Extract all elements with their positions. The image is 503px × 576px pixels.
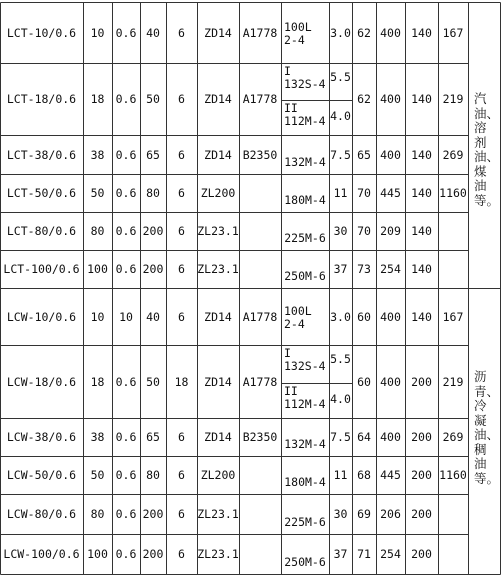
reducer-cell: ZL23.1 xyxy=(197,507,239,521)
height-cell: 167 xyxy=(442,310,464,324)
flow-cell: 38 xyxy=(90,148,105,162)
model-cell: LCW-80/0.6 xyxy=(6,507,77,521)
motor-cell: I 132S-4 xyxy=(284,64,326,91)
power-cell: 4.0 xyxy=(330,392,351,406)
motor-cell: I 132S-4 xyxy=(284,346,326,373)
length-cell: 254 xyxy=(380,262,401,276)
power-cell: 30 xyxy=(333,224,348,238)
weight-cell: 71 xyxy=(357,547,371,561)
flow-cell: 50 xyxy=(90,186,105,200)
inlet-cell: 200 xyxy=(142,224,164,238)
height-cell: 167 xyxy=(442,26,464,40)
weight-cell: 62 xyxy=(357,26,371,40)
speed-cell: 6 xyxy=(178,148,185,162)
inlet-cell: 65 xyxy=(146,148,160,162)
motor-cell: 225M-6 xyxy=(284,515,326,529)
inlet-cell: 50 xyxy=(146,375,160,389)
model-cell: LCT-18/0.6 xyxy=(6,92,77,106)
model-cell: LCW-38/0.6 xyxy=(6,430,77,444)
motor-cell: 100L 2-4 xyxy=(284,304,312,331)
width-cell: 140 xyxy=(411,186,432,200)
model-cell: LCT-10/0.6 xyxy=(6,26,77,40)
weight-cell: 68 xyxy=(357,468,371,482)
weight-cell: 64 xyxy=(357,430,371,444)
speed-cell: 6 xyxy=(178,468,185,482)
pressure-cell: 0.6 xyxy=(115,375,137,389)
speed-cell: 6 xyxy=(178,547,185,561)
speed-cell: 6 xyxy=(178,310,185,324)
flow-cell: 50 xyxy=(90,468,105,482)
length-cell: 209 xyxy=(380,224,401,238)
speed-cell: 6 xyxy=(178,26,185,40)
model-cell: LCW-10/0.6 xyxy=(6,310,77,324)
width-cell: 200 xyxy=(411,375,432,389)
model-cell: LCT-100/0.6 xyxy=(3,262,80,276)
bearing-cell: A1778 xyxy=(242,26,278,40)
power-cell: 37 xyxy=(333,547,348,561)
power-cell: 5.5 xyxy=(330,70,351,84)
model-cell: LCT-80/0.6 xyxy=(6,224,77,238)
reducer-cell: ZD14 xyxy=(204,148,232,162)
motor-cell: 180M-4 xyxy=(284,193,326,207)
power-cell: 11 xyxy=(333,468,348,482)
model-cell: LCW-50/0.6 xyxy=(6,468,77,482)
width-cell: 140 xyxy=(411,262,432,276)
width-cell: 140 xyxy=(411,26,432,40)
width-cell: 200 xyxy=(411,507,432,521)
power-cell: 3.0 xyxy=(330,310,351,324)
bearing-cell: B2350 xyxy=(242,430,278,444)
inlet-cell: 80 xyxy=(146,186,160,200)
width-cell: 200 xyxy=(411,468,432,482)
flow-cell: 18 xyxy=(90,375,105,389)
bearing-cell: A1778 xyxy=(242,310,278,324)
inlet-cell: 80 xyxy=(146,468,160,482)
width-cell: 140 xyxy=(411,92,432,106)
reducer-cell: ZD14 xyxy=(204,310,232,324)
motor-cell: 180M-4 xyxy=(284,475,326,489)
height-cell: 219 xyxy=(442,92,464,106)
motor-cell: II 112M-4 xyxy=(284,101,326,128)
motor-cell: 132M-4 xyxy=(284,437,326,451)
pressure-cell: 0.6 xyxy=(115,186,137,200)
bearing-cell: A1778 xyxy=(242,375,278,389)
pressure-cell: 10 xyxy=(119,310,133,324)
speed-cell: 18 xyxy=(174,375,189,389)
flow-cell: 80 xyxy=(90,224,105,238)
pressure-cell: 0.6 xyxy=(115,262,137,276)
width-cell: 200 xyxy=(411,547,432,561)
reducer-cell: ZD14 xyxy=(204,375,232,389)
length-cell: 400 xyxy=(380,148,401,162)
reducer-cell: ZL23.1 xyxy=(197,224,239,238)
pressure-cell: 0.6 xyxy=(115,224,137,238)
height-cell: 1160 xyxy=(439,186,467,200)
width-cell: 140 xyxy=(411,224,432,238)
flow-cell: 38 xyxy=(90,430,105,444)
speed-cell: 6 xyxy=(178,186,185,200)
reducer-cell: ZL200 xyxy=(200,468,236,482)
inlet-cell: 50 xyxy=(146,92,160,106)
width-cell: 140 xyxy=(411,148,432,162)
length-cell: 400 xyxy=(380,375,401,389)
motor-cell: 100L 2-4 xyxy=(284,20,312,47)
power-cell: 3.0 xyxy=(330,26,351,40)
weight-cell: 62 xyxy=(357,92,371,106)
weight-cell: 73 xyxy=(357,262,371,276)
model-cell: LCT-38/0.6 xyxy=(6,148,77,162)
length-cell: 254 xyxy=(380,547,401,561)
power-cell: 5.5 xyxy=(330,352,351,366)
length-cell: 400 xyxy=(380,430,401,444)
application-note: 汽油、溶剂油、煤油等。 xyxy=(474,91,500,208)
power-cell: 11 xyxy=(333,186,348,200)
model-cell: LCT-50/0.6 xyxy=(6,186,77,200)
reducer-cell: ZL200 xyxy=(200,186,236,200)
reducer-cell: ZD14 xyxy=(204,92,232,106)
inlet-cell: 200 xyxy=(142,507,164,521)
speed-cell: 6 xyxy=(178,507,185,521)
bearing-cell: B2350 xyxy=(242,148,278,162)
length-cell: 400 xyxy=(380,310,401,324)
motor-cell: II 112M-4 xyxy=(284,384,326,411)
inlet-cell: 200 xyxy=(142,262,164,276)
height-cell: 1160 xyxy=(439,468,467,482)
motor-cell: 132M-4 xyxy=(284,155,326,169)
height-cell: 269 xyxy=(442,430,464,444)
bearing-cell: A1778 xyxy=(242,92,278,106)
power-cell: 7.5 xyxy=(330,148,351,162)
flow-cell: 80 xyxy=(90,507,105,521)
inlet-cell: 40 xyxy=(146,26,160,40)
inlet-cell: 200 xyxy=(142,547,164,561)
pressure-cell: 0.6 xyxy=(115,148,137,162)
model-cell: LCW-100/0.6 xyxy=(3,547,80,561)
length-cell: 400 xyxy=(380,92,401,106)
speed-cell: 6 xyxy=(178,262,185,276)
power-cell: 4.0 xyxy=(330,109,351,123)
pressure-cell: 0.6 xyxy=(115,26,137,40)
reducer-cell: ZL23.1 xyxy=(197,262,239,276)
inlet-cell: 65 xyxy=(146,430,160,444)
length-cell: 206 xyxy=(380,507,401,521)
speed-cell: 6 xyxy=(178,92,185,106)
reducer-cell: ZD14 xyxy=(204,430,232,444)
height-cell: 219 xyxy=(442,375,464,389)
width-cell: 140 xyxy=(411,310,432,324)
motor-cell: 250M-6 xyxy=(284,269,326,283)
inlet-cell: 40 xyxy=(146,310,160,324)
flow-cell: 100 xyxy=(87,262,108,276)
flow-cell: 10 xyxy=(90,26,105,40)
weight-cell: 70 xyxy=(357,186,371,200)
length-cell: 445 xyxy=(380,186,401,200)
pressure-cell: 0.6 xyxy=(115,430,137,444)
power-cell: 7.5 xyxy=(330,430,351,444)
reducer-cell: ZL23.1 xyxy=(197,547,239,561)
length-cell: 400 xyxy=(380,26,401,40)
weight-cell: 65 xyxy=(357,148,371,162)
pressure-cell: 0.6 xyxy=(115,507,137,521)
flow-cell: 18 xyxy=(90,92,105,106)
weight-cell: 60 xyxy=(357,310,371,324)
height-cell: 269 xyxy=(442,148,464,162)
motor-cell: 225M-6 xyxy=(284,231,326,245)
model-cell: LCW-18/0.6 xyxy=(6,375,77,389)
weight-cell: 60 xyxy=(357,375,371,389)
width-cell: 200 xyxy=(411,430,432,444)
length-cell: 445 xyxy=(380,468,401,482)
flow-cell: 100 xyxy=(87,547,108,561)
pressure-cell: 0.6 xyxy=(115,547,137,561)
motor-cell: 250M-6 xyxy=(284,555,326,569)
weight-cell: 70 xyxy=(357,224,371,238)
speed-cell: 6 xyxy=(178,430,185,444)
weight-cell: 69 xyxy=(357,507,371,521)
pressure-cell: 0.6 xyxy=(115,468,137,482)
flow-cell: 10 xyxy=(90,310,105,324)
application-note: 沥青、冷凝油、稠油等。 xyxy=(474,369,500,486)
reducer-cell: ZD14 xyxy=(204,26,232,40)
power-cell: 37 xyxy=(333,262,348,276)
power-cell: 30 xyxy=(333,507,348,521)
speed-cell: 6 xyxy=(178,224,185,238)
pressure-cell: 0.6 xyxy=(115,92,137,106)
